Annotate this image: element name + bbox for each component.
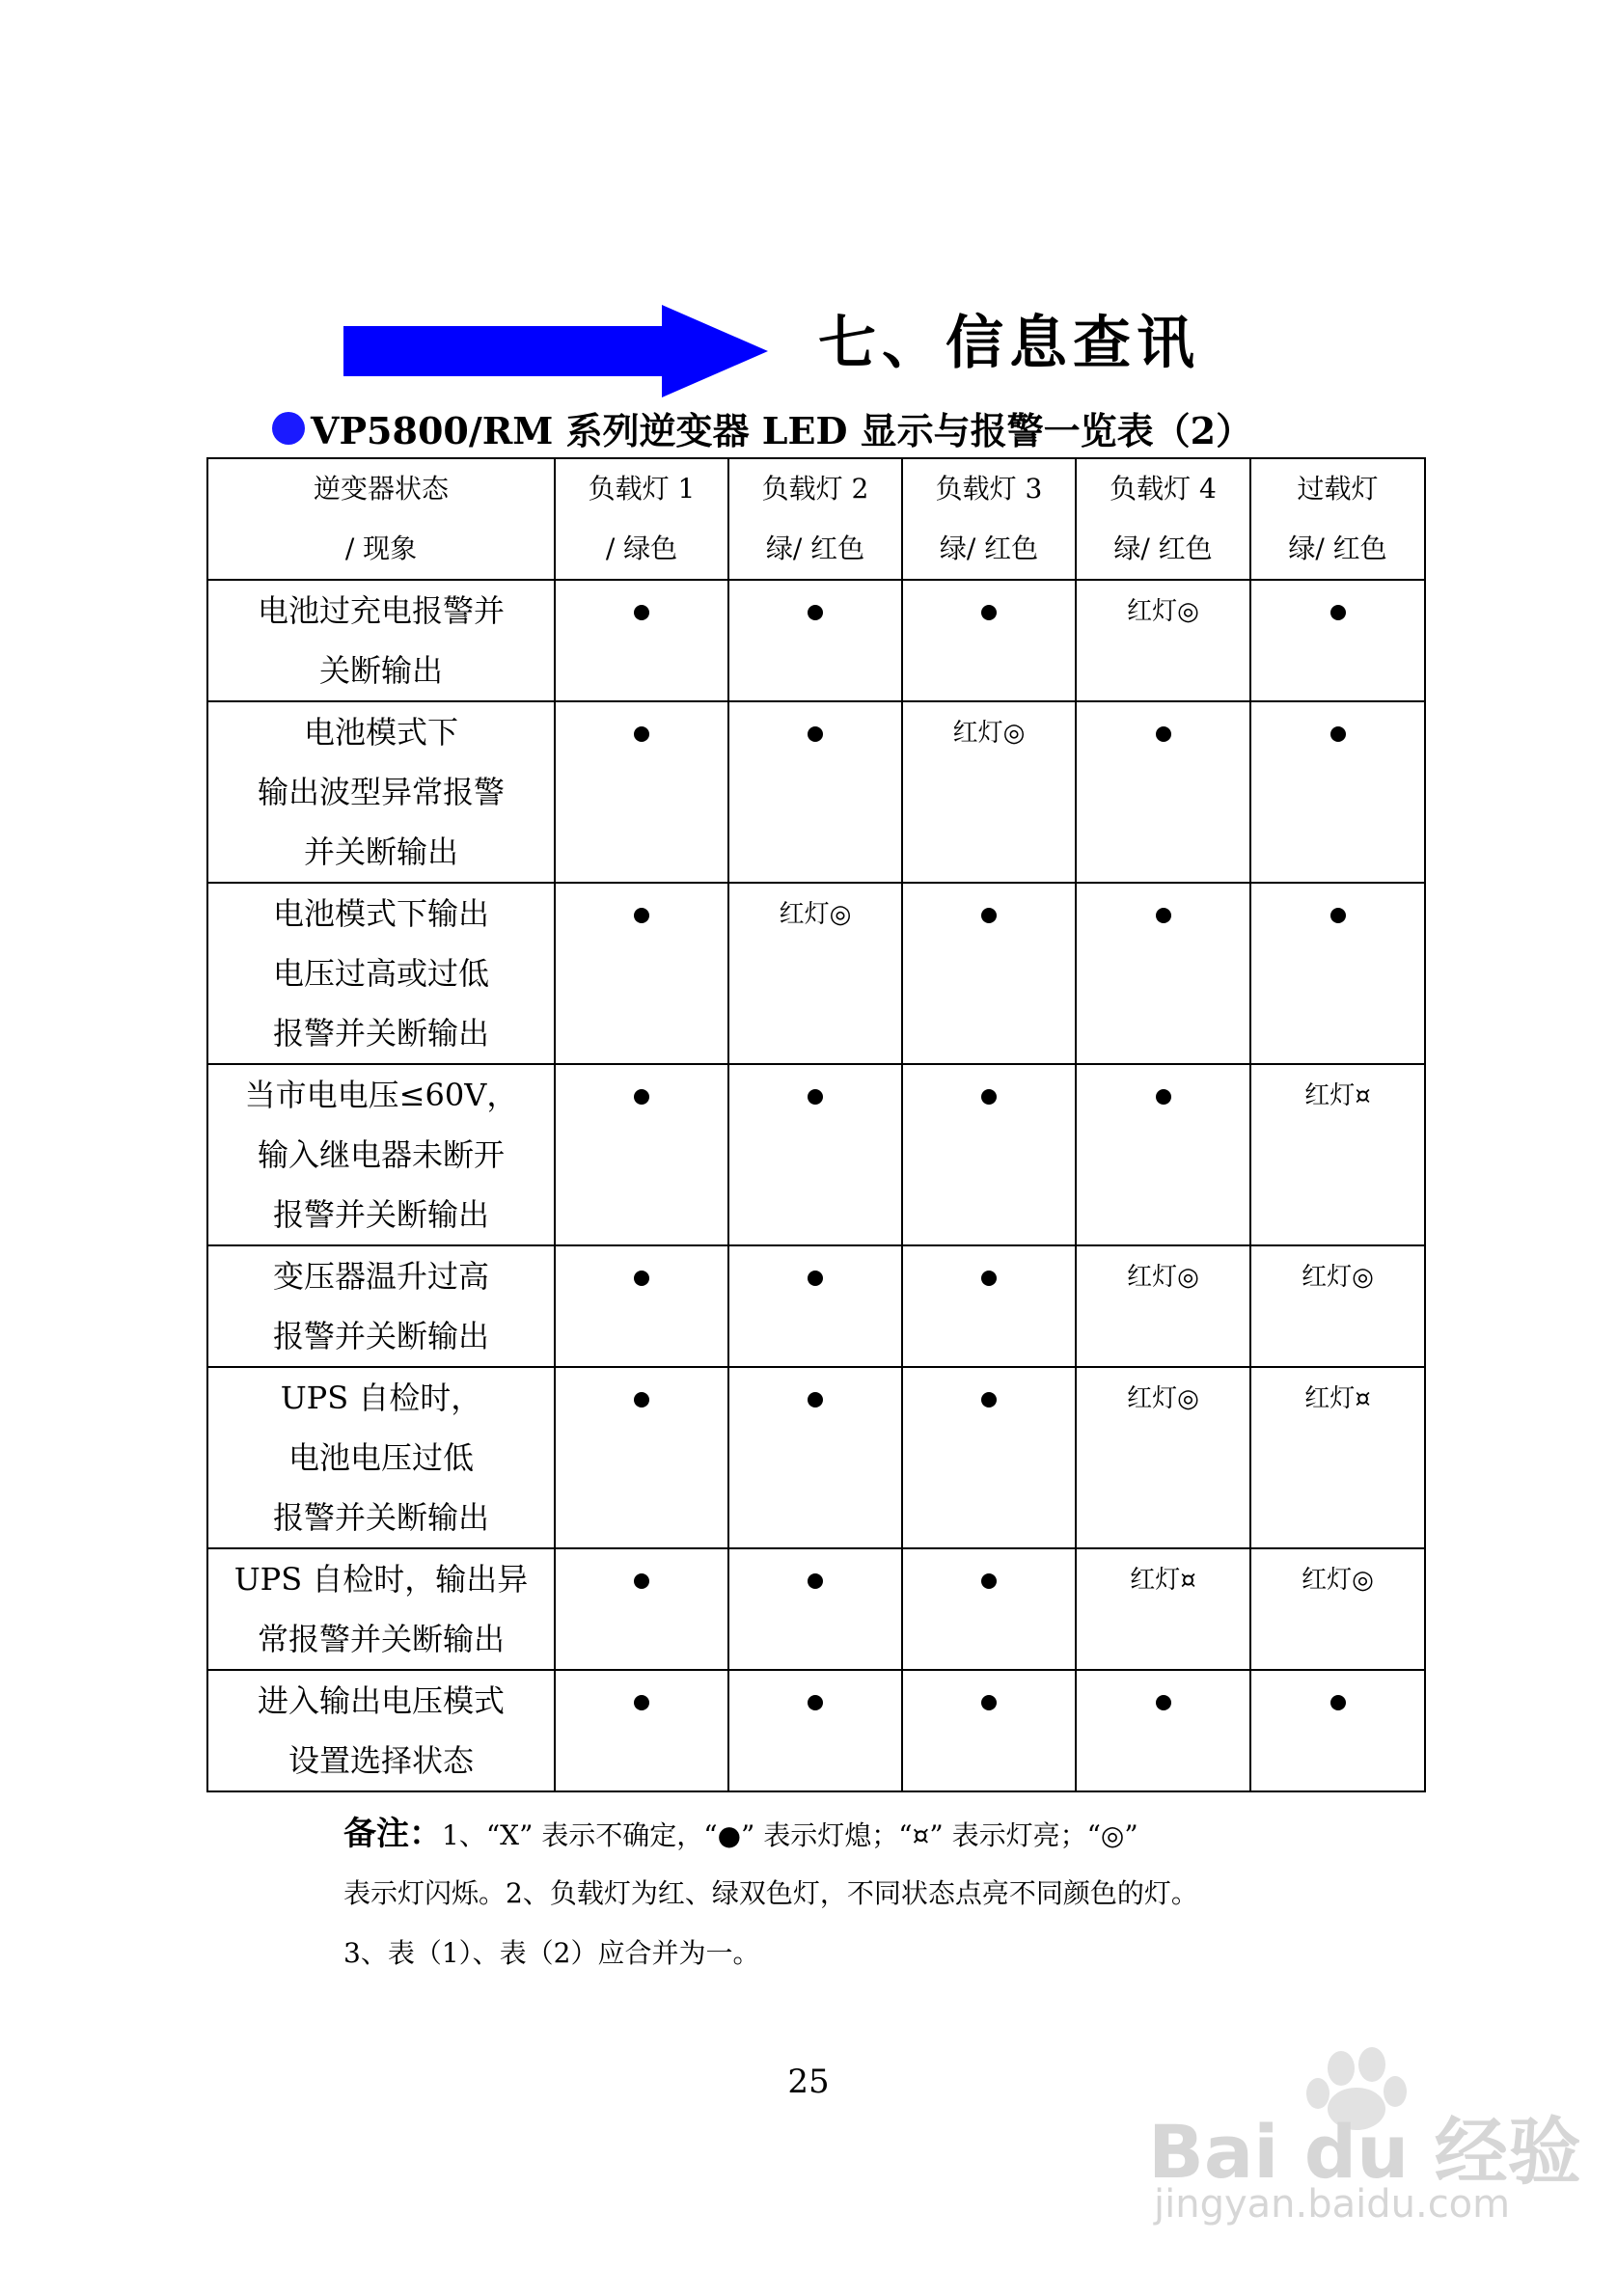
header-lamp-1 bbox=[555, 458, 728, 580]
lamp-cell-4 bbox=[1076, 1245, 1250, 1367]
table-row bbox=[207, 1245, 1425, 1367]
state-line: 输出波型异常报警 bbox=[257, 774, 505, 810]
state-line: 并关断输出 bbox=[303, 834, 458, 870]
blue-bullet-icon bbox=[272, 412, 305, 445]
subtitle-text: VP5800/RM 系列逆变器 LED 显示与报警一览表（2） bbox=[311, 409, 1253, 452]
state-cell bbox=[207, 1064, 555, 1245]
header-lamp-4 bbox=[1076, 458, 1250, 580]
header-line: 绿/ 红色 bbox=[765, 533, 865, 564]
lamp-cell-1 bbox=[555, 1367, 728, 1548]
lamp-status-text: 红灯◎ bbox=[779, 900, 852, 929]
notes-label: 备注： bbox=[343, 1815, 442, 1853]
lamp-off-icon bbox=[808, 1573, 823, 1589]
watermark-brand: Bai du 经验 bbox=[1148, 2109, 1581, 2195]
state-line: 电池模式下 bbox=[303, 714, 458, 751]
state-line: 电池电压过低 bbox=[288, 1439, 474, 1476]
header-lamp-2 bbox=[728, 458, 902, 580]
lamp-off-icon bbox=[1330, 1695, 1346, 1710]
notes-line-1 bbox=[343, 1804, 1308, 1864]
page-number: 25 bbox=[787, 2063, 830, 2101]
lamp-cell-3 bbox=[902, 883, 1076, 1064]
lamp-status-text: 红灯¤ bbox=[1304, 1384, 1371, 1413]
header-line: 逆变器状态 bbox=[313, 473, 449, 505]
lamp-off-icon bbox=[981, 1573, 997, 1589]
lamp-off-icon bbox=[634, 726, 649, 742]
right-arrow-icon bbox=[343, 305, 768, 397]
table-row bbox=[207, 883, 1425, 1064]
lamp-cell-4 bbox=[1076, 1064, 1250, 1245]
state-cell bbox=[207, 580, 555, 701]
lamp-cell-1 bbox=[555, 1548, 728, 1670]
lamp-cell-3 bbox=[902, 1245, 1076, 1367]
lamp-off-icon bbox=[634, 1271, 649, 1286]
lamp-off-icon bbox=[808, 1695, 823, 1710]
lamp-cell-3 bbox=[902, 1548, 1076, 1670]
lamp-cell-2 bbox=[728, 883, 902, 1064]
lamp-off-icon bbox=[1330, 726, 1346, 742]
lamp-cell-3 bbox=[902, 580, 1076, 701]
lamp-cell-2 bbox=[728, 1245, 902, 1367]
state-cell bbox=[207, 883, 555, 1064]
lamp-off-icon bbox=[634, 1089, 649, 1105]
lamp-cell-1 bbox=[555, 580, 728, 701]
header-state bbox=[207, 458, 555, 580]
lamp-cell-5 bbox=[1250, 1670, 1425, 1791]
state-line: 电池过充电报警并 bbox=[257, 592, 505, 629]
notes bbox=[343, 1804, 1308, 1983]
table-subtitle bbox=[272, 401, 1252, 454]
lamp-cell-4 bbox=[1076, 1548, 1250, 1670]
table-row bbox=[207, 580, 1425, 701]
lamp-cell-2 bbox=[728, 1367, 902, 1548]
lamp-off-icon bbox=[634, 1695, 649, 1710]
lamp-status-text: 红灯◎ bbox=[952, 719, 1026, 748]
lamp-cell-5 bbox=[1250, 580, 1425, 701]
header-line: / 绿色 bbox=[605, 533, 678, 564]
lamp-cell-1 bbox=[555, 883, 728, 1064]
lamp-off-icon bbox=[981, 1089, 997, 1105]
lamp-cell-5 bbox=[1250, 1064, 1425, 1245]
state-line: 报警并关断输出 bbox=[272, 1499, 489, 1536]
lamp-cell-3 bbox=[902, 1064, 1076, 1245]
lamp-off-icon bbox=[808, 1089, 823, 1105]
lamp-cell-5 bbox=[1250, 701, 1425, 883]
state-line: 常报警并关断输出 bbox=[257, 1621, 505, 1657]
state-line: 电压过高或过低 bbox=[272, 955, 489, 992]
lamp-cell-1 bbox=[555, 1064, 728, 1245]
lamp-off-icon bbox=[634, 1392, 649, 1408]
state-line: 报警并关断输出 bbox=[272, 1015, 489, 1052]
lamp-status-text: 红灯◎ bbox=[1302, 1263, 1374, 1292]
lamp-status-text: 红灯◎ bbox=[1302, 1566, 1374, 1595]
state-line: 电池模式下输出 bbox=[272, 895, 489, 932]
table-row bbox=[207, 1367, 1425, 1548]
state-cell bbox=[207, 1548, 555, 1670]
header-line: 绿/ 红色 bbox=[1288, 533, 1387, 564]
lamp-off-icon bbox=[634, 1573, 649, 1589]
lamp-cell-3 bbox=[902, 1367, 1076, 1548]
state-line: UPS 自检时，输出异 bbox=[233, 1561, 529, 1598]
lamp-off-icon bbox=[808, 726, 823, 742]
lamp-cell-3 bbox=[902, 701, 1076, 883]
lamp-off-icon bbox=[981, 1271, 997, 1286]
state-cell bbox=[207, 1245, 555, 1367]
lamp-off-icon bbox=[808, 605, 823, 620]
state-line: 设置选择状态 bbox=[288, 1742, 474, 1779]
lamp-cell-2 bbox=[728, 580, 902, 701]
state-cell bbox=[207, 1367, 555, 1548]
header-line: 绿/ 红色 bbox=[1113, 533, 1213, 564]
state-line: UPS 自检时， bbox=[280, 1380, 482, 1416]
watermark-url: jingyan.baidu.com bbox=[1154, 2182, 1511, 2227]
lamp-cell-2 bbox=[728, 1548, 902, 1670]
led-alarm-table bbox=[206, 457, 1426, 1792]
table-body bbox=[207, 580, 1425, 1791]
lamp-off-icon bbox=[634, 908, 649, 923]
notes-line-2: 表示灯闪烁。2、负载灯为红、绿双色灯，不同状态点亮不同颜色的灯。 bbox=[343, 1877, 1198, 1909]
lamp-off-icon bbox=[1156, 1695, 1171, 1710]
lamp-status-text: 红灯◎ bbox=[1127, 597, 1199, 626]
lamp-off-icon bbox=[1156, 726, 1171, 742]
header-line: 负载灯 1 bbox=[588, 473, 696, 505]
table-row bbox=[207, 1548, 1425, 1670]
table-row bbox=[207, 1670, 1425, 1791]
lamp-off-icon bbox=[1330, 908, 1346, 923]
lamp-status-text: 红灯¤ bbox=[1130, 1566, 1196, 1595]
state-line: 进入输出电压模式 bbox=[257, 1682, 505, 1719]
header-line: 绿/ 红色 bbox=[939, 533, 1039, 564]
lamp-cell-4 bbox=[1076, 1367, 1250, 1548]
lamp-off-icon bbox=[981, 908, 997, 923]
table-row bbox=[207, 701, 1425, 883]
notes-text-1: 1、“X” 表示不确定，“●” 表示灯熄；“¤” 表示灯亮；“◎” bbox=[442, 1819, 1138, 1851]
header-lamp-3 bbox=[902, 458, 1076, 580]
lamp-cell-1 bbox=[555, 701, 728, 883]
lamp-cell-4 bbox=[1076, 883, 1250, 1064]
lamp-cell-2 bbox=[728, 701, 902, 883]
header-line: 负载灯 3 bbox=[935, 473, 1043, 505]
state-line: 报警并关断输出 bbox=[272, 1196, 489, 1233]
lamp-cell-4 bbox=[1076, 580, 1250, 701]
lamp-off-icon bbox=[981, 1695, 997, 1710]
lamp-cell-1 bbox=[555, 1245, 728, 1367]
lamp-off-icon bbox=[1330, 605, 1346, 620]
state-line: 当市电电压≤60V， bbox=[244, 1077, 518, 1113]
lamp-cell-5 bbox=[1250, 1367, 1425, 1548]
lamp-cell-1 bbox=[555, 1670, 728, 1791]
lamp-cell-4 bbox=[1076, 1670, 1250, 1791]
state-line: 变压器温升过高 bbox=[272, 1258, 489, 1295]
lamp-off-icon bbox=[981, 1392, 997, 1408]
lamp-status-text: 红灯◎ bbox=[1127, 1263, 1199, 1292]
header-line: 过载灯 bbox=[1297, 473, 1379, 505]
state-cell bbox=[207, 701, 555, 883]
section-title: 七、信息查讯 bbox=[818, 310, 1200, 377]
table-row bbox=[207, 1064, 1425, 1245]
lamp-cell-3 bbox=[902, 1670, 1076, 1791]
state-line: 报警并关断输出 bbox=[272, 1318, 489, 1354]
lamp-off-icon bbox=[1156, 908, 1171, 923]
state-line: 输入继电器未断开 bbox=[257, 1136, 505, 1173]
header-line: / 现象 bbox=[344, 533, 418, 564]
lamp-cell-4 bbox=[1076, 701, 1250, 883]
header-line: 负载灯 4 bbox=[1110, 473, 1217, 505]
lamp-off-icon bbox=[1156, 1089, 1171, 1105]
lamp-off-icon bbox=[808, 1271, 823, 1286]
header-lamp-5 bbox=[1250, 458, 1425, 580]
lamp-cell-5 bbox=[1250, 883, 1425, 1064]
notes-line-3: 3、表（1）、表（2）应合并为一。 bbox=[343, 1937, 760, 1969]
table-header-row bbox=[207, 458, 1425, 580]
lamp-cell-2 bbox=[728, 1670, 902, 1791]
state-cell bbox=[207, 1670, 555, 1791]
lamp-cell-2 bbox=[728, 1064, 902, 1245]
lamp-off-icon bbox=[634, 605, 649, 620]
state-line: 关断输出 bbox=[318, 652, 443, 689]
lamp-off-icon bbox=[808, 1392, 823, 1408]
lamp-off-icon bbox=[981, 605, 997, 620]
lamp-cell-5 bbox=[1250, 1245, 1425, 1367]
lamp-cell-5 bbox=[1250, 1548, 1425, 1670]
lamp-status-text: 红灯¤ bbox=[1304, 1081, 1371, 1110]
lamp-status-text: 红灯◎ bbox=[1127, 1384, 1199, 1413]
header-line: 负载灯 2 bbox=[761, 473, 869, 505]
